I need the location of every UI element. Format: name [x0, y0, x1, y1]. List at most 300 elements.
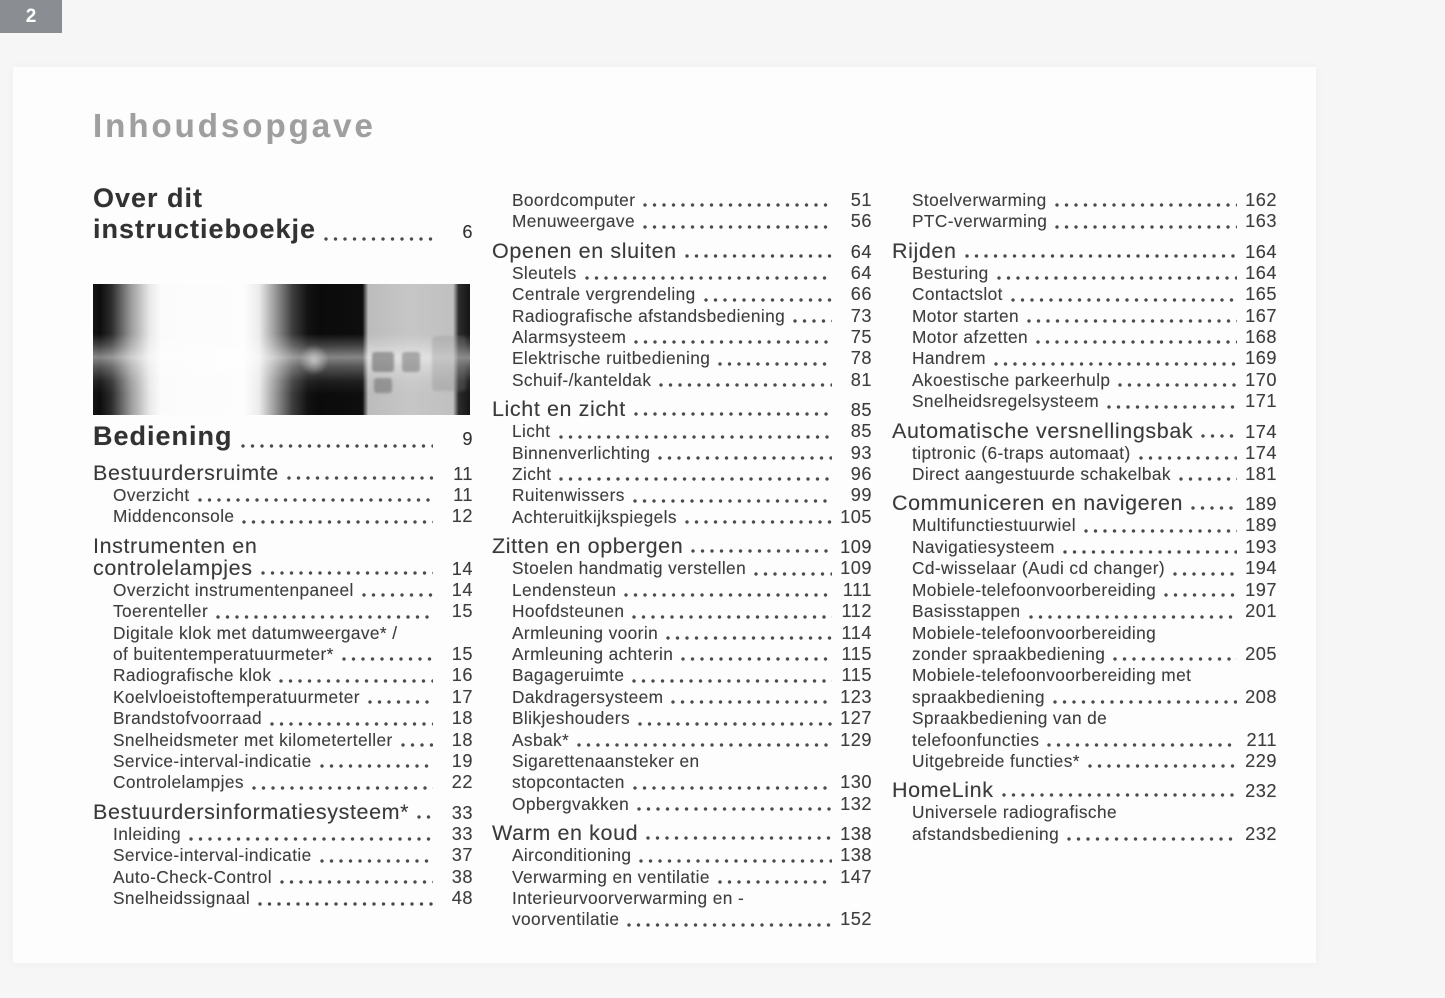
toc-entry-row — [912, 558, 1277, 579]
dot-leader — [1084, 529, 1237, 533]
toc-entry — [93, 580, 473, 601]
dot-leader — [638, 722, 832, 726]
toc-entry-label: Motor afzetten — [912, 327, 1029, 348]
toc-entry-label: Akoestische parkeerhulp — [912, 369, 1111, 390]
toc-entry-row — [512, 794, 872, 815]
toc-entry-row — [113, 708, 473, 729]
toc-entry-row — [93, 557, 473, 580]
toc-entry-row — [912, 601, 1277, 622]
toc-page-number: 138 — [840, 845, 872, 866]
toc-entry-row — [912, 391, 1277, 412]
dot-leader — [685, 254, 832, 258]
toc-page-number: 208 — [1245, 686, 1277, 707]
toc-entry-label: voorventilatie — [512, 909, 620, 930]
toc-entry-label: Openen en sluiten — [492, 238, 677, 263]
toc-entry — [93, 665, 473, 686]
toc-entry-row — [512, 348, 872, 369]
toc-entry-label: controlelampjes — [93, 555, 253, 580]
photo-detail — [374, 378, 392, 393]
toc-entry — [492, 822, 872, 845]
toc-entry-label: afstandsbediening — [912, 823, 1060, 844]
toc-entry — [492, 240, 872, 263]
toc-page-number: 112 — [841, 601, 872, 622]
toc-entry-row — [912, 687, 1277, 708]
dot-leader — [320, 859, 433, 863]
toc-page-number: 105 — [840, 506, 872, 527]
dot-leader — [1088, 764, 1237, 768]
dot-leader — [216, 615, 433, 619]
toc-page-number: 127 — [840, 708, 872, 729]
toc-entry-row — [512, 909, 872, 930]
toc-entry — [492, 751, 872, 794]
toc-entry-label: Bestuurdersruimte — [93, 461, 279, 485]
toc-entry — [892, 443, 1277, 464]
toc-entry-row — [912, 348, 1277, 369]
toc-entry-line: Sigarettenaansteker en — [512, 750, 700, 771]
toc-page-number: 111 — [842, 579, 872, 600]
toc-page-number: 193 — [1245, 536, 1277, 557]
dashboard-photo — [93, 284, 470, 415]
dot-leader — [320, 764, 433, 768]
toc-entry-row — [512, 421, 872, 442]
toc-entry-label: Elektrische ruitbediening — [512, 348, 711, 369]
photo-detail — [300, 344, 328, 376]
toc-page-number: 33 — [451, 823, 473, 844]
toc-page-number: 189 — [1245, 515, 1277, 536]
toc-entry-label: Snelheidssignaal — [113, 888, 251, 909]
toc-entry — [892, 802, 1277, 845]
toc-entry-row — [892, 420, 1277, 443]
toc-entry-row — [912, 464, 1277, 485]
toc-entry-label: Binnenverlichting — [512, 442, 651, 463]
dot-leader — [1191, 506, 1237, 510]
toc-entry-label: Verwarming en ventilatie — [512, 866, 710, 887]
toc-entry — [93, 751, 473, 772]
toc-entry — [492, 580, 872, 601]
toc-entry — [93, 687, 473, 708]
toc-entry — [492, 794, 872, 815]
dot-leader — [1002, 793, 1237, 797]
toc-entry-label: zonder spraakbediening — [912, 643, 1106, 664]
dot-leader — [704, 298, 832, 302]
toc-page-number: 181 — [1245, 464, 1277, 485]
dot-leader — [685, 520, 832, 524]
toc-entry-label: Menuweergave — [512, 211, 635, 232]
toc-entry — [892, 240, 1277, 263]
toc-entry — [93, 183, 473, 248]
toc-entry-row — [113, 665, 473, 686]
toc-page-number: 11 — [453, 464, 473, 484]
dot-leader — [1053, 700, 1237, 704]
toc-entry-label: Mobiele-telefoonvoorbereiding — [912, 579, 1157, 600]
toc-page-number: 14 — [451, 558, 473, 579]
toc-entry — [892, 263, 1277, 284]
toc-page-number: 11 — [453, 485, 473, 505]
toc-entry — [492, 558, 872, 579]
toc-entry-row — [512, 263, 872, 284]
toc-entry-line: Universele radiografische — [912, 802, 1117, 823]
toc-entry — [892, 492, 1277, 515]
toc-entry-label: Achteruitkijkspiegels — [512, 506, 677, 527]
toc-entry-label: Licht en zicht — [492, 397, 626, 422]
toc-entry — [492, 421, 872, 442]
toc-entry — [93, 708, 473, 729]
toc-entry-label: Koelvloeistoftemperatuurmeter — [113, 686, 360, 707]
photo-motion-streaks — [93, 284, 470, 415]
dot-leader — [994, 362, 1237, 366]
dot-leader — [198, 498, 433, 502]
toc-entry — [492, 306, 872, 327]
toc-entry-label: Brandstofvoorraad — [113, 708, 262, 729]
toc-entry — [892, 464, 1277, 485]
toc-entry — [892, 537, 1277, 558]
toc-entry-label: Bestuurdersinformatiesysteem* — [93, 799, 410, 824]
dot-leader — [1201, 434, 1237, 438]
toc-page-number: 115 — [841, 643, 872, 664]
toc-entry-label: Hoofdsteunen — [512, 601, 625, 622]
toc-page-number: 189 — [1245, 494, 1277, 515]
dot-leader — [659, 383, 832, 387]
toc-page-number: 48 — [451, 888, 473, 909]
toc-page-number: 174 — [1245, 421, 1277, 442]
toc-page-number: 132 — [840, 793, 872, 814]
dot-leader — [632, 679, 832, 683]
toc-entry — [93, 535, 473, 580]
toc-entry-label: Overzicht — [113, 485, 190, 505]
toc-page-number: 75 — [850, 327, 872, 348]
toc-page-number: 109 — [840, 558, 872, 579]
toc-entry-label: Basisstappen — [912, 601, 1021, 622]
toc-entry-row — [912, 751, 1277, 772]
dot-leader — [793, 319, 832, 323]
toc-entry-row — [512, 644, 872, 665]
toc-entry-label: PTC-verwarming — [912, 211, 1048, 232]
toc-page-number: 14 — [451, 579, 473, 600]
toc-entry-label: Zicht — [512, 464, 552, 485]
dot-leader — [627, 923, 832, 927]
toc-page-number: 147 — [840, 866, 872, 887]
toc-entry-label: stopcontacten — [512, 772, 625, 793]
toc-entry-label: Bediening — [93, 421, 233, 451]
dot-leader — [417, 815, 433, 819]
dot-leader — [1011, 298, 1237, 302]
toc-entry-row — [93, 462, 473, 485]
toc-entry — [892, 370, 1277, 391]
toc-page-number: 167 — [1245, 305, 1277, 326]
toc-page-number: 51 — [850, 190, 872, 210]
toc-entry-label: telefoonfuncties — [912, 729, 1040, 750]
toc-entry-row — [912, 644, 1277, 665]
toc-entry-row — [512, 507, 872, 528]
toc-entry — [492, 888, 872, 931]
toc-page-number: 16 — [451, 665, 473, 686]
manual-page — [13, 67, 1316, 963]
toc-entry-label: Rijden — [892, 238, 957, 263]
toc-entry — [93, 485, 473, 506]
toc-entry — [492, 327, 872, 348]
toc-entry-row — [93, 801, 473, 824]
toc-page-number: 12 — [451, 506, 473, 527]
toc-entry-row — [912, 370, 1277, 391]
toc-entry-label: Stoelverwarming — [912, 190, 1047, 210]
toc-entry-line: Over dit — [93, 183, 204, 213]
dot-leader — [401, 743, 433, 747]
dot-leader — [1139, 456, 1237, 460]
toc-entry-label: Radiografische afstandsbediening — [512, 305, 786, 326]
toc-page-number: 78 — [850, 348, 872, 369]
toc-entry-line: Spraakbediening van de — [912, 708, 1108, 729]
toc-page-number: 162 — [1245, 190, 1277, 210]
toc-entry-label: Licht — [512, 421, 551, 442]
toc-page-number: 229 — [1245, 750, 1277, 771]
photo-detail — [372, 352, 394, 372]
dot-leader — [559, 435, 832, 439]
toc-entry-label: Schuif-/kanteldak — [512, 369, 652, 390]
dot-leader — [639, 859, 832, 863]
toc-entry — [892, 623, 1277, 666]
toc-entry-label: Radiografische klok — [113, 665, 272, 686]
dot-leader — [1063, 550, 1237, 554]
toc-entry-label: Armleuning voorin — [512, 622, 659, 643]
toc-entry — [892, 420, 1277, 443]
dot-leader — [368, 700, 433, 704]
toc-entry-line: Instrumenten en — [93, 533, 258, 558]
dot-leader — [261, 571, 433, 575]
dot-leader — [718, 880, 832, 884]
toc-entry — [492, 601, 872, 622]
toc-page-number: 33 — [451, 802, 473, 823]
toc-entry-row — [512, 284, 872, 305]
dot-leader — [1173, 572, 1237, 576]
dot-leader — [258, 902, 433, 906]
toc-entry-row — [912, 443, 1277, 464]
toc-page-number: 64 — [850, 241, 872, 262]
toc-entry — [93, 623, 473, 666]
page-number-tab — [0, 0, 62, 33]
photo-detail — [402, 352, 420, 372]
dot-leader — [965, 254, 1237, 258]
toc-entry-row — [113, 867, 473, 888]
dot-leader — [1164, 593, 1237, 597]
toc-entry-row — [113, 772, 473, 793]
toc-entry-row — [512, 370, 872, 391]
toc-entry-row — [892, 779, 1277, 802]
dot-leader — [241, 444, 433, 448]
toc-page-number: 56 — [850, 211, 872, 232]
toc-entry-row — [113, 601, 473, 622]
toc-entry-label: Opbergvakken — [512, 793, 630, 814]
toc-entry-label: Multifunctiestuurwiel — [912, 515, 1076, 536]
toc-entry-row — [912, 824, 1277, 845]
toc-entry-row — [912, 537, 1277, 558]
toc-page-number: 93 — [850, 442, 872, 463]
toc-entry-row — [912, 284, 1277, 305]
dot-leader — [1047, 743, 1237, 747]
toc-entry — [93, 421, 473, 455]
dot-leader — [1055, 203, 1237, 207]
toc-entry-row — [892, 492, 1277, 515]
toc-page-number: 109 — [840, 537, 872, 558]
toc-page-number: 129 — [840, 729, 872, 750]
toc-entry-label: Asbak* — [512, 729, 570, 750]
toc-entry-row — [912, 327, 1277, 348]
dot-leader — [632, 615, 832, 619]
dot-leader — [1113, 657, 1237, 661]
dot-leader — [624, 593, 832, 597]
toc-entry-row — [492, 822, 872, 845]
toc-page-number: 66 — [850, 284, 872, 305]
dot-leader — [666, 636, 832, 640]
toc-entry-line: Mobiele-telefoonvoorbereiding — [912, 622, 1157, 643]
toc-entry-row — [912, 263, 1277, 284]
toc-entry-row — [512, 580, 872, 601]
toc-entry — [892, 558, 1277, 579]
dot-leader — [287, 476, 433, 480]
dot-leader — [1036, 340, 1237, 344]
dot-leader — [342, 657, 433, 661]
toc-page-number: 130 — [840, 772, 872, 793]
toc-entry — [492, 845, 872, 866]
toc-entry-label: Ruitenwissers — [512, 485, 625, 506]
dot-leader — [324, 237, 433, 241]
toc-entry — [492, 507, 872, 528]
toc-page-number: 170 — [1245, 369, 1277, 390]
toc-page-number: 85 — [850, 421, 872, 442]
toc-entry — [892, 306, 1277, 327]
dot-leader — [718, 362, 832, 366]
photo-detail — [432, 336, 466, 391]
toc-entry-label: Airconditioning — [512, 845, 632, 866]
toc-page-number: 205 — [1245, 643, 1277, 664]
toc-page-number: 17 — [451, 686, 473, 707]
toc-entry-row — [113, 580, 473, 601]
dot-leader — [634, 340, 832, 344]
toc-entry-row — [512, 772, 872, 793]
dot-leader — [681, 657, 832, 661]
dot-leader — [362, 593, 433, 597]
toc-entry-row — [512, 464, 872, 485]
toc-entry-row — [512, 306, 872, 327]
toc-page-number: 152 — [840, 909, 872, 930]
dot-leader — [252, 786, 433, 790]
toc-entry — [492, 485, 872, 506]
toc-entry-label: Motor starten — [912, 305, 1020, 326]
toc-entry-label: Stoelen handmatig verstellen — [512, 558, 747, 579]
dot-leader — [279, 679, 433, 683]
toc-page-number: 19 — [451, 751, 473, 772]
toc-entry-row — [912, 515, 1277, 536]
dot-leader — [671, 700, 832, 704]
toc-entry-label: Overzicht instrumentenpaneel — [113, 579, 354, 600]
dot-leader — [1067, 837, 1237, 841]
toc-entry — [93, 601, 473, 622]
dot-leader — [1179, 477, 1237, 481]
dot-leader — [754, 572, 832, 576]
toc-entry-label: Blikjeshouders — [512, 708, 630, 729]
toc-entry-row — [512, 687, 872, 708]
toc-entry — [93, 462, 473, 485]
toc-page-number: 164 — [1245, 241, 1277, 262]
toc-page-number: 15 — [451, 601, 473, 622]
toc-entry-label: Toerenteller — [113, 601, 209, 622]
toc-page-number: 138 — [840, 824, 872, 845]
toc-page-number: 171 — [1245, 391, 1277, 412]
toc-entry — [892, 601, 1277, 622]
toc-entry-label: HomeLink — [892, 778, 994, 803]
dot-leader — [643, 225, 832, 229]
toc-entry-label: Service-interval-indicatie — [113, 751, 312, 772]
toc-entry — [892, 751, 1277, 772]
toc-entry — [492, 708, 872, 729]
toc-entry-label: Communiceren en navigeren — [892, 491, 1184, 516]
toc-entry — [492, 644, 872, 665]
toc-entry — [892, 348, 1277, 369]
dot-leader — [1118, 383, 1237, 387]
toc-entry-row — [113, 824, 473, 845]
dot-leader — [280, 880, 433, 884]
toc-entry-label: Bagageruimte — [512, 665, 625, 686]
toc-page-number: 15 — [451, 644, 473, 665]
dot-leader — [1055, 225, 1237, 229]
toc-page-number: 163 — [1245, 211, 1277, 232]
toc-entry — [492, 867, 872, 888]
toc-entry-row — [113, 506, 473, 527]
toc-entry-label: Dakdragersysteem — [512, 686, 664, 707]
toc-entry — [93, 730, 473, 751]
toc-entry-label: tiptronic (6-traps automaat) — [912, 442, 1131, 463]
toc-entry-label: Snelheidsmeter met kilometerteller — [113, 729, 393, 750]
toc-entry-row — [93, 421, 473, 455]
dot-leader — [577, 743, 832, 747]
toc-entry-row — [113, 730, 473, 751]
dot-leader — [997, 276, 1237, 280]
toc-page-number: 64 — [850, 262, 872, 283]
dot-leader — [637, 807, 832, 811]
toc-page-number: 211 — [1246, 729, 1277, 750]
toc-entry-row — [912, 730, 1277, 751]
toc-entry-row — [113, 644, 473, 665]
toc-entry-row — [512, 867, 872, 888]
toc-page-number: 38 — [451, 866, 473, 887]
toc-entry-label: Controlelampjes — [113, 772, 244, 793]
toc-entry — [492, 730, 872, 751]
dot-leader — [658, 456, 832, 460]
toc-page-number: 73 — [850, 305, 872, 326]
toc-entry-label: Armleuning achterin — [512, 643, 674, 664]
toc-entry — [892, 211, 1277, 232]
toc-page-number: 165 — [1245, 284, 1277, 305]
toc-entry — [492, 348, 872, 369]
toc-entry-row — [512, 845, 872, 866]
toc-entry-label: Uitgebreide functies* — [912, 750, 1080, 771]
toc-entry-row — [912, 190, 1277, 211]
dot-leader — [634, 412, 832, 416]
toc-page-number: 232 — [1245, 823, 1277, 844]
toc-entry-row — [512, 623, 872, 644]
toc-entry-label: Sleutels — [512, 262, 577, 283]
toc-entry — [492, 443, 872, 464]
toc-entry — [892, 580, 1277, 601]
toc-entry-line: Interieurvoorverwarming en - — [512, 887, 745, 908]
toc-entry — [492, 284, 872, 305]
toc-page-number: 168 — [1245, 327, 1277, 348]
toc-entry — [93, 888, 473, 909]
toc-page-number: 18 — [451, 729, 473, 750]
dot-leader — [585, 276, 832, 280]
dot-leader — [646, 836, 832, 840]
toc-entry — [892, 779, 1277, 802]
toc-page-number: 194 — [1245, 558, 1277, 579]
